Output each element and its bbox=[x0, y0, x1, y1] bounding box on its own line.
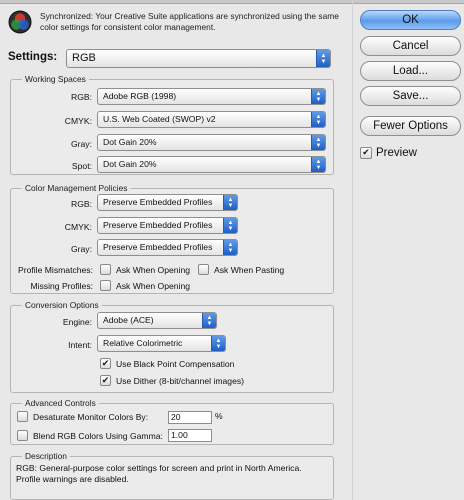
missing-profiles-label: Missing Profiles: bbox=[30, 281, 93, 291]
ws-rgb-value: Adobe RGB (1998) bbox=[103, 91, 177, 101]
policy-cmyk-select[interactable] bbox=[97, 217, 238, 234]
up-down-arrows-icon: ▲ ▼ bbox=[311, 112, 325, 127]
intent-select[interactable] bbox=[97, 335, 226, 352]
description-title: Description bbox=[22, 451, 70, 461]
profile-mismatches-label: Profile Mismatches: bbox=[18, 265, 93, 275]
mismatch-ask-opening-label: Ask When Opening bbox=[116, 265, 191, 275]
blend-gamma-label: Blend RGB Colors Using Gamma: bbox=[33, 431, 163, 441]
engine-value: Adobe (ACE) bbox=[103, 315, 154, 325]
ws-cmyk-value: U.S. Web Coated (SWOP) v2 bbox=[103, 114, 216, 124]
black-point-checkbox[interactable]: ✔ bbox=[101, 358, 110, 368]
ws-spot-value: Dot Gain 20% bbox=[103, 159, 157, 169]
load-button[interactable]: Load... bbox=[360, 61, 461, 81]
up-down-arrows-icon: ▲ ▼ bbox=[223, 218, 237, 233]
policy-cmyk-value: Preserve Embedded Profiles bbox=[103, 220, 213, 230]
policy-cmyk-label: CMYK: bbox=[64, 222, 92, 232]
ws-cmyk-label: CMYK: bbox=[64, 116, 92, 126]
engine-select[interactable] bbox=[97, 312, 217, 329]
up-down-arrows-icon: ▲ ▼ bbox=[223, 240, 237, 255]
policy-gray-label: Gray: bbox=[70, 244, 92, 254]
preview-checkbox[interactable]: ✔ bbox=[360, 147, 372, 159]
desaturate-label: Desaturate Monitor Colors By: bbox=[33, 412, 149, 422]
conversion-title: Conversion Options bbox=[22, 300, 102, 310]
missing-ask-opening-label: Ask When Opening bbox=[116, 281, 191, 291]
black-point-label: Use Black Point Compensation bbox=[116, 359, 235, 369]
engine-label: Engine: bbox=[62, 317, 92, 327]
ws-spot-select[interactable] bbox=[97, 156, 326, 173]
mismatch-ask-pasting-checkbox[interactable] bbox=[198, 264, 209, 275]
cancel-button[interactable]: Cancel bbox=[360, 36, 461, 56]
ws-gray-select[interactable] bbox=[97, 134, 326, 151]
working-spaces-title: Working Spaces bbox=[22, 74, 89, 84]
mismatch-ask-pasting-label: Ask When Pasting bbox=[214, 265, 285, 275]
mismatch-ask-opening-checkbox[interactable] bbox=[100, 264, 111, 275]
save-button[interactable]: Save... bbox=[360, 86, 461, 106]
column-divider bbox=[352, 0, 353, 500]
up-down-arrows-icon: ▲ ▼ bbox=[311, 157, 325, 172]
description-text: RGB: General-purpose color settings for screen and print in North America. Profile warnings are disabled. bbox=[16, 463, 302, 484]
up-down-arrows-icon: ▲ ▼ bbox=[223, 195, 237, 210]
desaturate-checkbox[interactable] bbox=[17, 411, 28, 422]
policy-rgb-value: Preserve Embedded Profiles bbox=[103, 197, 213, 207]
dither-label: Use Dither (8-bit/channel images) bbox=[116, 376, 245, 386]
up-down-arrows-icon: ▲ ▼ bbox=[311, 135, 325, 150]
settings-select[interactable] bbox=[66, 49, 331, 68]
fewer-options-button[interactable]: Fewer Options bbox=[360, 116, 461, 136]
policy-rgb-select[interactable] bbox=[97, 194, 238, 211]
intent-label: Intent: bbox=[68, 340, 92, 350]
policy-gray-value: Preserve Embedded Profiles bbox=[103, 242, 213, 252]
preview-label: Preview bbox=[376, 147, 417, 159]
policy-rgb-label: RGB: bbox=[70, 199, 92, 209]
missing-ask-opening-checkbox[interactable] bbox=[100, 280, 111, 291]
color-wheel-icon bbox=[8, 10, 32, 34]
ws-cmyk-select[interactable] bbox=[97, 111, 326, 128]
intent-value: Relative Colorimetric bbox=[103, 338, 183, 348]
policy-gray-select[interactable] bbox=[97, 239, 238, 256]
blend-gamma-checkbox[interactable] bbox=[17, 430, 28, 441]
up-down-arrows-icon: ▲ ▼ bbox=[202, 313, 216, 328]
settings-value: RGB bbox=[72, 52, 96, 64]
policies-title: Color Management Policies bbox=[22, 183, 130, 193]
up-down-arrows-icon: ▲ ▼ bbox=[311, 89, 325, 104]
dither-checkbox[interactable]: ✔ bbox=[101, 375, 110, 385]
up-down-arrows-icon: ▲ ▼ bbox=[316, 50, 330, 67]
settings-label: Settings: bbox=[8, 51, 58, 63]
ws-spot-label: Spot: bbox=[71, 161, 92, 171]
ws-gray-value: Dot Gain 20% bbox=[103, 137, 157, 147]
up-down-arrows-icon: ▲ ▼ bbox=[211, 336, 225, 351]
ws-rgb-label: RGB: bbox=[70, 92, 92, 102]
ws-gray-label: Gray: bbox=[70, 139, 92, 149]
desaturate-input[interactable]: 20 bbox=[168, 411, 212, 424]
ws-rgb-select[interactable] bbox=[97, 88, 326, 105]
title-bar bbox=[0, 0, 464, 4]
ok-button[interactable]: OK bbox=[360, 10, 461, 30]
percent-unit: % bbox=[215, 411, 223, 421]
blend-gamma-input[interactable]: 1.00 bbox=[168, 429, 212, 442]
advanced-title: Advanced Controls bbox=[22, 398, 99, 408]
sync-message: Synchronized: Your Creative Suite applications are synchronized using the same color settings for consistent color management. bbox=[40, 11, 339, 32]
